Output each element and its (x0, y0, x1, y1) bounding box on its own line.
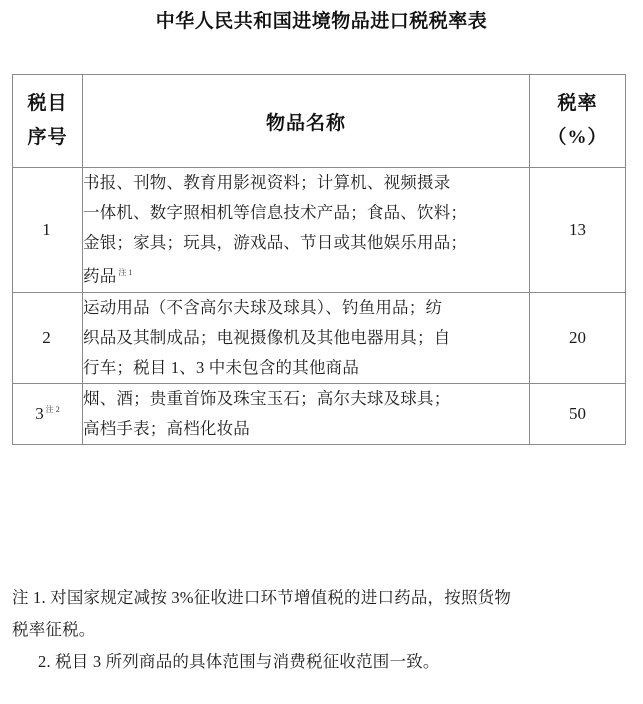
footnote-1-line-2: 税率征税。 (12, 620, 96, 639)
column-header-tax-item-no-line1: 税目 (27, 93, 68, 114)
footnote-2-line-1: 2. 税目 3 所列商品的具体范围与消费税征收范围一致。 (38, 652, 440, 671)
footnotes (12, 582, 628, 678)
table-row (13, 292, 626, 383)
cell-tax-item-no (13, 383, 83, 444)
table-row (13, 168, 626, 293)
cell-tax-rate: 13 (530, 168, 626, 293)
column-header-tax-rate-line1: 税率 (557, 93, 598, 114)
cell-tax-rate: 50 (530, 383, 626, 444)
tax-rate-table (12, 74, 626, 445)
item-name-line: 高档手表；高档化妆品 (83, 418, 250, 438)
cell-item-name (83, 383, 530, 444)
column-header-item-name: 物品名称 (83, 75, 530, 168)
column-header-tax-item-no-line2: 序号 (27, 127, 68, 148)
item-name-line: 一体机、数字照相机等信息技术产品；食品、饮料； (83, 203, 468, 222)
table-body (13, 168, 626, 445)
column-header-tax-rate (530, 75, 626, 168)
item-name-line: 行车；税目 1、3 中未包含的其他商品 (83, 357, 360, 377)
cell-item-name (83, 292, 530, 383)
cell-tax-item-no (13, 168, 83, 293)
item-name-line: 烟、酒；贵重首饰及珠宝玉石；高尔夫球及球具； (83, 388, 451, 408)
item-name-footnote-marker: 注 1 (118, 268, 133, 277)
item-name-line: 织品及其制成品；电视摄像机及其他电器用具；自 (83, 327, 451, 347)
tax-rate-table-container (12, 74, 625, 445)
item-name-line: 金银；家具；玩具，游戏品、节日或其他娱乐用品； (83, 233, 468, 252)
cell-item-name (83, 168, 530, 293)
tax-item-no-value: 2 (42, 327, 51, 347)
cell-tax-rate: 20 (530, 292, 626, 383)
tax-item-no-value: 3 (35, 403, 44, 423)
footnote-1-line-1: 注 1. 对国家规定减按 3%征收进口环节增值税的进口药品，按照货物 (12, 588, 512, 607)
tax-item-no-value: 1 (42, 219, 51, 239)
item-name-line: 运动用品（不含高尔夫球及球具）、钓鱼用品；纺 (83, 297, 443, 317)
column-header-tax-rate-line2: （%） (547, 127, 608, 148)
table-header (13, 75, 626, 168)
table-row (13, 383, 626, 444)
item-name-line-last (83, 258, 529, 292)
column-header-tax-item-no (13, 75, 83, 168)
item-name-line: 书报、刊物、教育用影视资料；计算机、视频摄录 (83, 173, 451, 192)
cell-tax-item-no (13, 292, 83, 383)
tax-item-no-footnote-marker: 注 2 (45, 404, 60, 414)
item-name-last-text: 药品 (83, 266, 117, 286)
table-header-row (13, 75, 626, 168)
page-title: 中华人民共和国进境物品进口税税率表 (155, 11, 488, 32)
